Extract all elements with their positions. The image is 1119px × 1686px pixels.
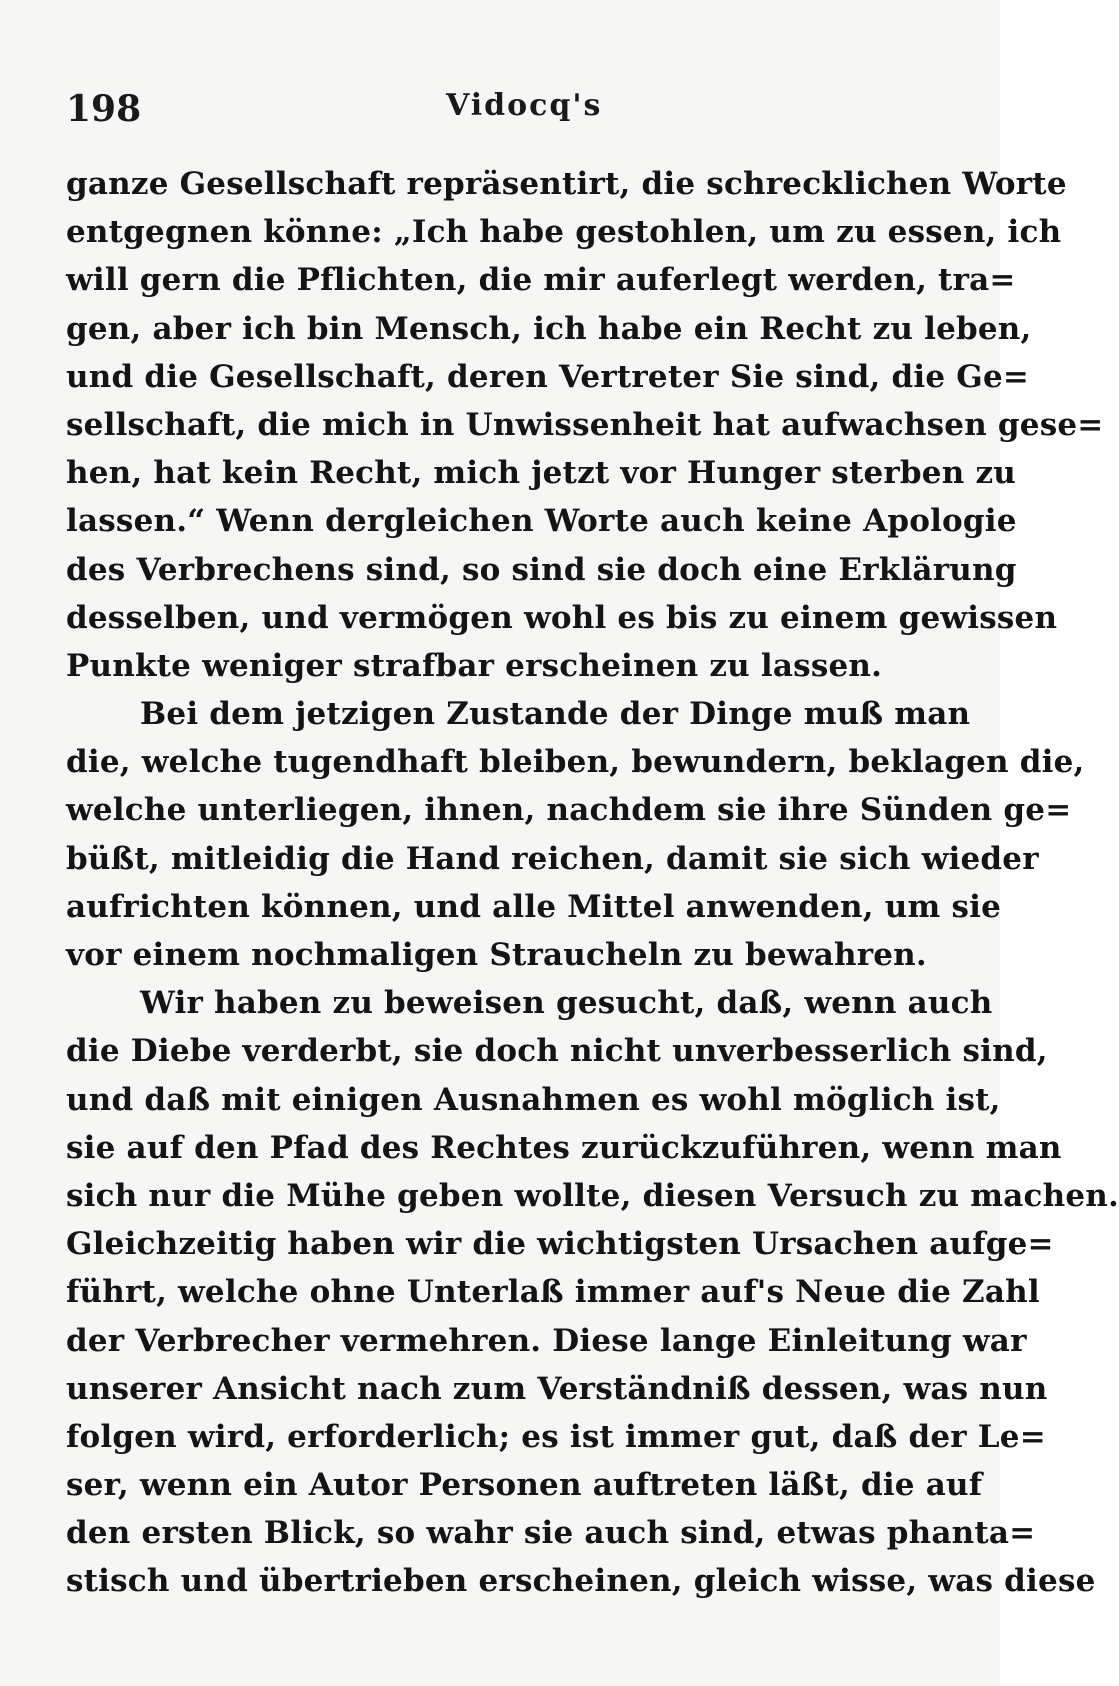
text-line: sich nur die Mühe geben wollte, diesen Versuch zu machen. bbox=[66, 1177, 1119, 1214]
text-line: Punkte weniger strafbar erscheinen zu lassen. bbox=[66, 647, 883, 684]
text-line: und die Gesellschaft, deren Vertreter Sie sind, die Ge= bbox=[66, 358, 1030, 395]
text-line: stisch und übertrieben erscheinen, gleich wisse, was diese bbox=[66, 1563, 1096, 1600]
text-line: der Verbrecher vermehren. Diese lange Einleitung war bbox=[66, 1322, 1027, 1359]
text-line: lassen.“ Wenn dergleichen Worte auch keine Apologie bbox=[66, 503, 1017, 540]
page-number: 198 bbox=[66, 88, 142, 130]
text-line: desselben, und vermögen wohl es bis zu einem gewissen bbox=[66, 599, 1058, 636]
text-line: Bei dem jetzigen Zustande der Dinge muß man bbox=[140, 696, 971, 733]
text-line: des Verbrechens sind, so sind sie doch eine Erklärung bbox=[66, 551, 1017, 588]
text-line: Wir haben zu beweisen gesucht, daß, wenn auch bbox=[140, 985, 993, 1022]
text-line: ganze Gesellschaft repräsentirt, die schrecklichen Worte bbox=[66, 166, 1067, 202]
text-line: die, welche tugendhaft bleiben, bewundern, beklagen die, bbox=[66, 744, 1085, 781]
running-head: Vidocq's bbox=[446, 88, 603, 123]
text-line: büßt, mitleidig die Hand reichen, damit sie sich wieder bbox=[66, 840, 1039, 877]
text-line: den ersten Blick, so wahr sie auch sind, etwas phanta= bbox=[66, 1515, 1036, 1552]
text-line: folgen wird, erforderlich; es ist immer gut, daß der Le= bbox=[66, 1418, 1046, 1455]
text-line: unserer Ansicht nach zum Verständniß dessen, was nun bbox=[66, 1370, 1048, 1407]
text-line: sellschaft, die mich in Unwissenheit hat aufwachsen gese= bbox=[66, 406, 1104, 443]
text-line: sie auf den Pfad des Rechtes zurückzuführen, wenn man bbox=[66, 1129, 1062, 1166]
text-line: gen, aber ich bin Mensch, ich habe ein Recht zu leben, bbox=[66, 310, 1032, 347]
text-line: entgegnen könne: „Ich habe gestohlen, um zu essen, ich bbox=[66, 214, 1062, 251]
text-line: die Diebe verderbt, sie doch nicht unverbesserlich sind, bbox=[66, 1033, 1048, 1070]
text-line: ser, wenn ein Autor Personen auftreten läßt, die auf bbox=[66, 1467, 983, 1504]
text-line: und daß mit einigen Ausnahmen es wohl möglich ist, bbox=[66, 1081, 1001, 1118]
text-line: welche unterliegen, ihnen, nachdem sie ihre Sünden ge= bbox=[66, 792, 1072, 829]
body-text bbox=[66, 160, 1119, 1606]
text-line: führt, welche ohne Unterlaß immer auf's Neue die Zahl bbox=[66, 1274, 1040, 1311]
text-line: will gern die Pflichten, die mir auferlegt werden, tra= bbox=[66, 262, 1016, 299]
text-line: hen, hat kein Recht, mich jetzt vor Hunger sterben zu bbox=[66, 455, 1016, 492]
text-line: vor einem nochmaligen Straucheln zu bewahren. bbox=[66, 937, 927, 973]
page-header bbox=[66, 88, 938, 136]
text-line: Gleichzeitig haben wir die wichtigsten Ursachen aufge= bbox=[66, 1226, 1054, 1263]
text-line: aufrichten können, und alle Mittel anwenden, um sie bbox=[66, 888, 1002, 925]
